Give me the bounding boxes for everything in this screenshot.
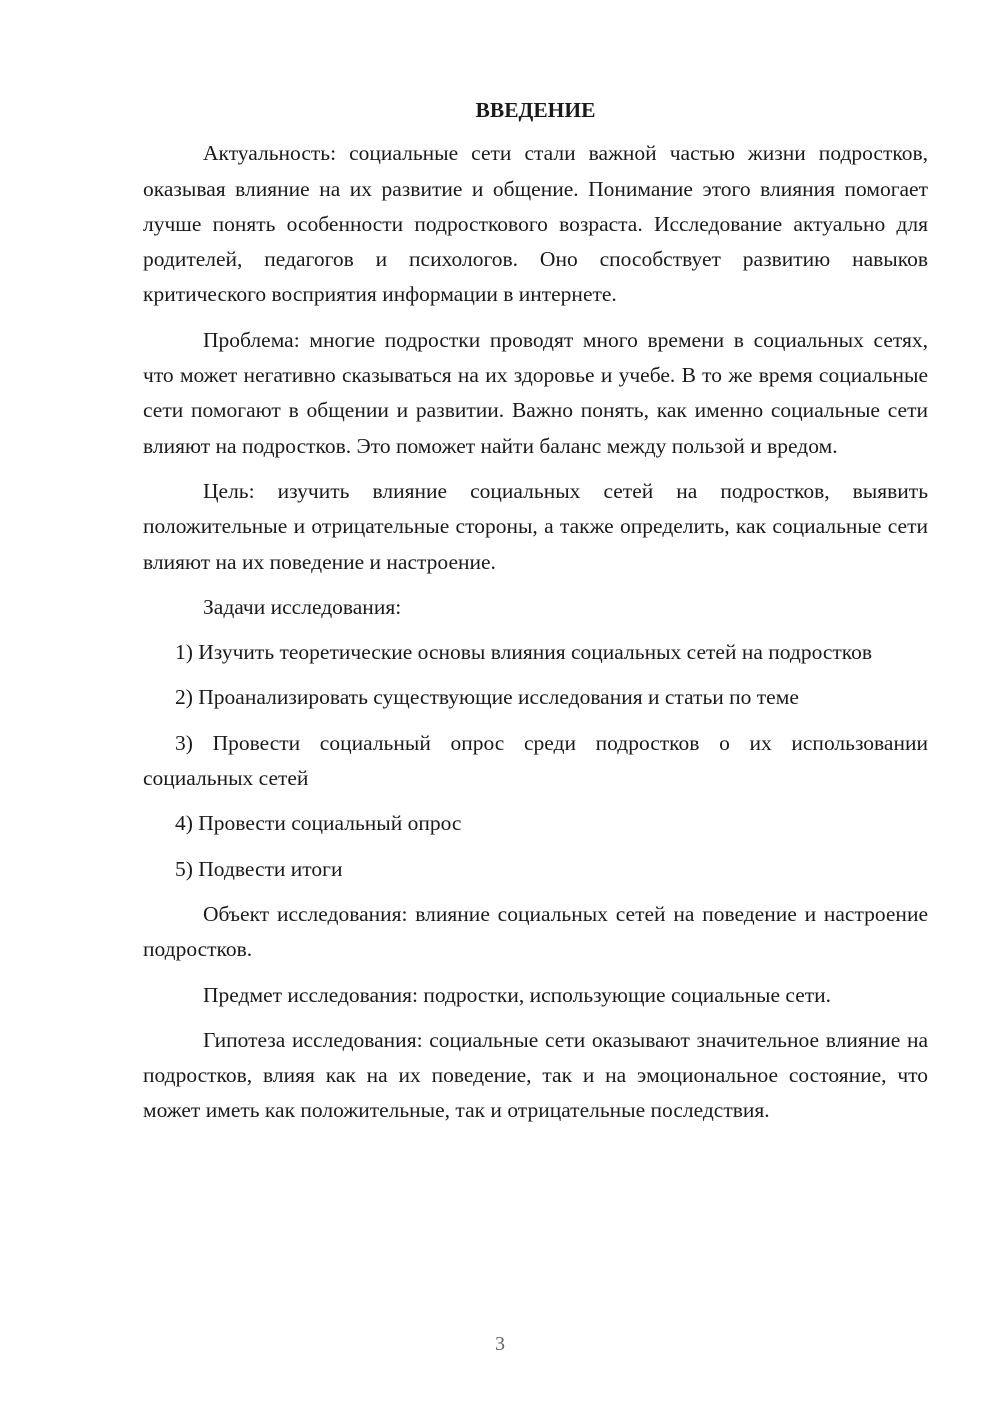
task-item-5: 5) Подвести итоги <box>175 856 343 881</box>
hypothesis-paragraph: Гипотеза исследования: социальные сети оказывают значительное влияние на подростков, влияя как на их поведение, так и на эмоциональное состояние, что может иметь как положительные, так и отрицательные последствия. <box>143 1027 928 1123</box>
section-heading: ВВЕДЕНИЕ <box>475 98 596 122</box>
task-item-2: 2) Проанализировать существующие исследования и статьи по теме <box>175 685 799 710</box>
task-item-4: 4) Провести социальный опрос <box>175 811 462 836</box>
task-item-1: 1) Изучить теоретические основы влияния социальных сетей на подростков <box>175 640 873 665</box>
problem-paragraph: Проблема: многие подростки проводят много времени в социальных сетях, что может негативно сказываться на их здоровье и учебе. В то же время социальные сети помогают в общении и развитии. Важно понять, как именно социальные сети влияют на подростков. Это поможет найти баланс между пользой и вредом. <box>143 327 928 458</box>
task-item-3: 3) Провести социальный опрос среди подростков о их использовании социальных сетей <box>143 730 928 791</box>
document-page <box>143 93 928 1139</box>
relevance-paragraph: Актуальность: социальные сети стали важной частью жизни подростков, оказывая влияние на их развитие и общение. Понимание этого влияния помогает лучше понять особенности подросткового возраста. Исследование актуально для родителей, педагогов и психологов. Оно способствует развитию навыков критического восприятия информации в интернете. <box>143 141 928 307</box>
page-number: 3 <box>495 1333 505 1355</box>
goal-paragraph: Цель: изучить влияние социальных сетей на подростков, выявить положительные и отрицательные стороны, а также определить, как социальные сети влияют на их поведение и настроение. <box>143 478 928 574</box>
subject-paragraph: Предмет исследования: подростки, использующие социальные сети. <box>203 982 832 1007</box>
object-paragraph: Объект исследования: влияние социальных сетей на поведение и настроение подростков. <box>143 901 928 962</box>
tasks-heading: Задачи исследования: <box>203 594 402 619</box>
